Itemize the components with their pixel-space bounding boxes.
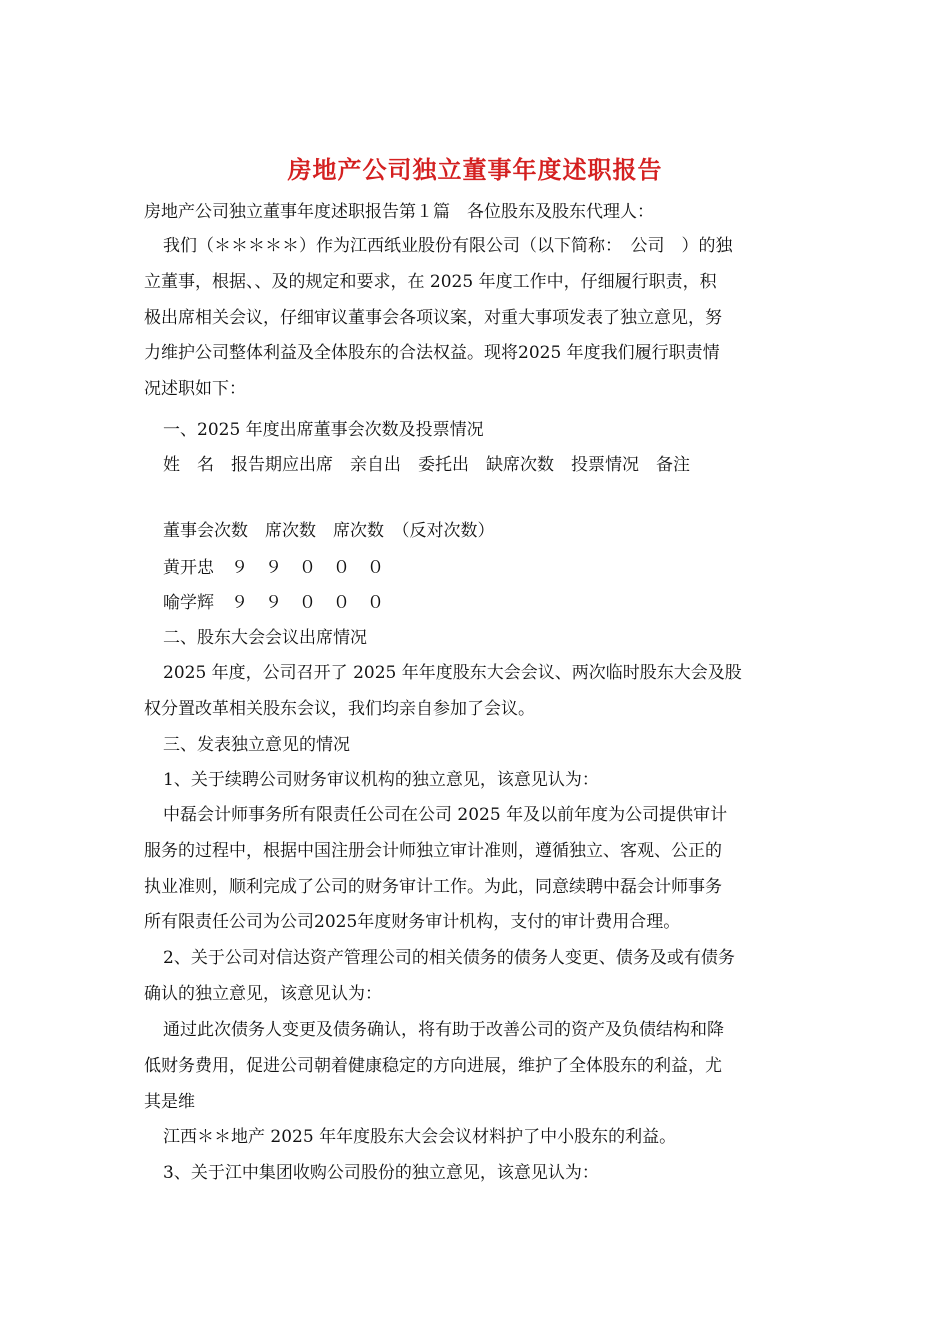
table-header-row: 姓 名 报告期应出席 亲自出 委托出 缺席次数 投票情况 备注 (163, 455, 690, 475)
paragraph-line: 力维护公司整体利益及全体股东的合法权益。现将2025 年度我们履行职责情 (144, 343, 720, 363)
table-row: 喻学辉 ９ ９ ０ ０ ０ (163, 593, 384, 613)
paragraph-line: 2025 年度，公司召开了 2025 年年度股东大会会议、两次临时股东大会及股 (163, 663, 742, 683)
table-header-row: 董事会次数 席次数 席次数 （反对次数） (163, 521, 495, 541)
paragraph-line: 2、关于公司对信达资产管理公司的相关债务的债务人变更、债务及或有债务 (163, 948, 735, 968)
paragraph-line: 权分置改革相关股东会议，我们均亲自参加了会议。 (144, 699, 535, 719)
paragraph-line: 其是维 (144, 1092, 195, 1112)
paragraph-line: 况述职如下： (144, 379, 246, 399)
paragraph-line: 低财务费用，促进公司朝着健康稳定的方向进展，维护了全体股东的利益，尤 (144, 1056, 722, 1076)
paragraph-line: 中磊会计师事务所有限责任公司在公司 2025 年及以前年度为公司提供审计 (163, 805, 728, 825)
paragraph-line: 1、关于续聘公司财务审议机构的独立意见，该意见认为： (163, 770, 599, 790)
paragraph-line: 立董事，根据、、及的规定和要求，在 2025 年度工作中，仔细履行职责，积 (144, 272, 717, 292)
section-heading: 三、发表独立意见的情况 (163, 735, 350, 755)
paragraph-line: 确认的独立意见，该意见认为： (144, 984, 382, 1004)
paragraph-line: 江西＊＊地产 2025 年年度股东大会会议材料护了中小股东的利益。 (163, 1127, 677, 1147)
paragraph-line: 执业准则，顺利完成了公司的财务审计工作。为此，同意续聘中磊会计师事务 (144, 877, 722, 897)
paragraph-line: 我们（＊＊＊＊＊）作为江西纸业股份有限公司（以下简称： 公司 ）的独 (163, 236, 733, 256)
table-row: 黄开忠 ９ ９ ０ ０ ０ (163, 558, 384, 578)
paragraph-line: 极出席相关会议，仔细审议董事会各项议案，对重大事项发表了独立意见，努 (144, 308, 722, 328)
paragraph-line: 房地产公司独立董事年度述职报告第１篇 各位股东及股东代理人： (144, 202, 654, 222)
section-heading: 二、股东大会会议出席情况 (163, 628, 367, 648)
paragraph-line: 通过此次债务人变更及债务确认，将有助于改善公司的资产及负债结构和降 (163, 1020, 724, 1040)
paragraph-line: 所有限责任公司为公司2025年度财务审计机构，支付的审计费用合理。 (144, 912, 681, 932)
paragraph-line: 3、关于江中集团收购公司股份的独立意见，该意见认为： (163, 1163, 599, 1183)
paragraph-line: 服务的过程中，根据中国注册会计师独立审计准则，遵循独立、客观、公正的 (144, 841, 722, 861)
section-heading: 一、2025 年度出席董事会次数及投票情况 (163, 420, 484, 440)
document-title: 房地产公司独立董事年度述职报告 (287, 155, 663, 184)
